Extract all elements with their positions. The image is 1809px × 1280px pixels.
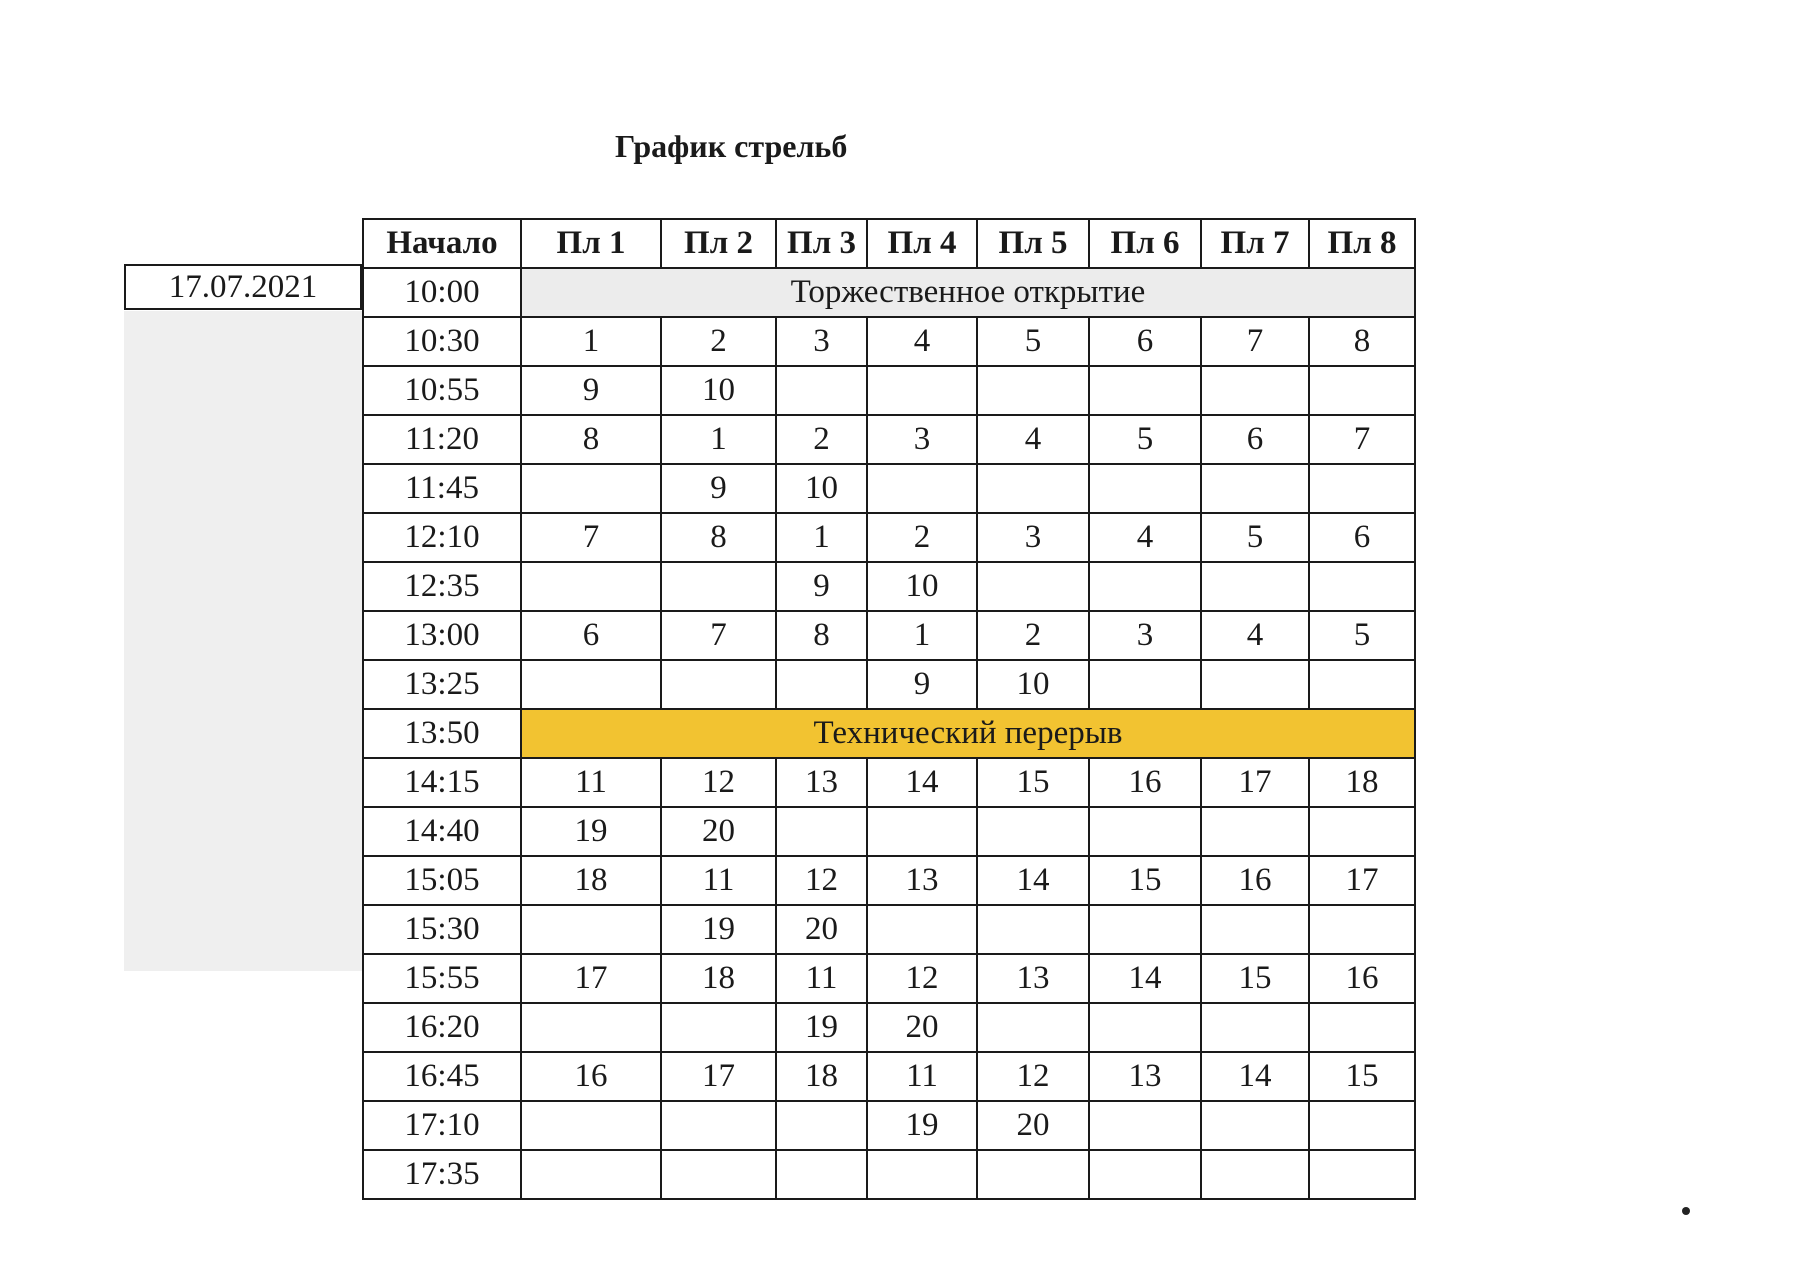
lane-cell <box>521 905 661 954</box>
table-row <box>363 317 1415 366</box>
table-row <box>363 1052 1415 1101</box>
lane-cell <box>1309 464 1415 513</box>
lane-cell: 1 <box>661 415 776 464</box>
lane-cell: 15 <box>1309 1052 1415 1101</box>
lane-cell <box>977 464 1089 513</box>
lane-cell: 3 <box>1089 611 1201 660</box>
start-time-cell: 10:55 <box>363 366 521 415</box>
lane-cell: 5 <box>1201 513 1309 562</box>
lane-cell: 12 <box>776 856 867 905</box>
lane-cell: 8 <box>661 513 776 562</box>
header-lane-4: Пл 4 <box>867 219 977 268</box>
start-time-cell: 11:20 <box>363 415 521 464</box>
lane-cell: 3 <box>977 513 1089 562</box>
lane-cell: 18 <box>776 1052 867 1101</box>
lane-cell <box>776 807 867 856</box>
table-row <box>363 856 1415 905</box>
lane-cell <box>977 562 1089 611</box>
lane-cell: 2 <box>867 513 977 562</box>
lane-cell: 16 <box>1309 954 1415 1003</box>
lane-cell <box>867 807 977 856</box>
lane-cell: 12 <box>661 758 776 807</box>
lane-cell <box>661 660 776 709</box>
table-row <box>363 954 1415 1003</box>
lane-cell <box>1201 366 1309 415</box>
lane-cell: 9 <box>661 464 776 513</box>
lane-cell <box>521 1150 661 1199</box>
header-lane-6: Пл 6 <box>1089 219 1201 268</box>
header-lane-3: Пл 3 <box>776 219 867 268</box>
lane-cell: 20 <box>977 1101 1089 1150</box>
lane-cell <box>521 562 661 611</box>
lane-cell: 17 <box>661 1052 776 1101</box>
lane-cell <box>776 1150 867 1199</box>
lane-cell <box>1201 660 1309 709</box>
lane-cell: 12 <box>977 1052 1089 1101</box>
lane-cell: 1 <box>776 513 867 562</box>
lane-cell <box>1089 1003 1201 1052</box>
lane-cell <box>1089 366 1201 415</box>
lane-cell: 15 <box>977 758 1089 807</box>
start-time-cell: 12:35 <box>363 562 521 611</box>
lane-cell <box>1309 1150 1415 1199</box>
lane-cell: 6 <box>521 611 661 660</box>
lane-cell: 7 <box>661 611 776 660</box>
lane-cell: 10 <box>661 366 776 415</box>
lane-cell <box>1309 562 1415 611</box>
start-time-cell: 16:45 <box>363 1052 521 1101</box>
shooting-schedule-table <box>362 218 1416 1200</box>
lane-cell: 16 <box>1089 758 1201 807</box>
lane-cell <box>1089 562 1201 611</box>
lane-cell <box>1089 905 1201 954</box>
lane-cell <box>1201 562 1309 611</box>
lane-cell: 14 <box>1201 1052 1309 1101</box>
start-time-cell: 11:45 <box>363 464 521 513</box>
lane-cell: 7 <box>1201 317 1309 366</box>
lane-cell: 14 <box>867 758 977 807</box>
lane-cell <box>867 464 977 513</box>
lane-cell: 18 <box>661 954 776 1003</box>
lane-cell: 4 <box>977 415 1089 464</box>
lane-cell <box>867 366 977 415</box>
lane-cell <box>776 1101 867 1150</box>
table-row <box>363 1003 1415 1052</box>
lane-cell <box>776 366 867 415</box>
start-time-cell: 17:10 <box>363 1101 521 1150</box>
lane-cell <box>1309 1003 1415 1052</box>
lane-cell <box>1089 660 1201 709</box>
header-lane-5: Пл 5 <box>977 219 1089 268</box>
lane-cell: 17 <box>521 954 661 1003</box>
table-row <box>363 562 1415 611</box>
lane-cell: 17 <box>1309 856 1415 905</box>
lane-cell: 11 <box>867 1052 977 1101</box>
lane-cell <box>1309 1101 1415 1150</box>
lane-cell <box>1201 807 1309 856</box>
header-lane-2: Пл 2 <box>661 219 776 268</box>
lane-cell: 13 <box>977 954 1089 1003</box>
scan-speck <box>1682 1207 1690 1215</box>
lane-cell: 6 <box>1201 415 1309 464</box>
lane-cell <box>661 1101 776 1150</box>
lane-cell: 7 <box>521 513 661 562</box>
start-time-cell: 10:00 <box>363 268 521 317</box>
lane-cell <box>1201 1101 1309 1150</box>
lane-cell: 13 <box>776 758 867 807</box>
lane-cell <box>1201 1003 1309 1052</box>
lane-cell <box>1201 905 1309 954</box>
lane-cell <box>977 807 1089 856</box>
start-time-cell: 16:20 <box>363 1003 521 1052</box>
lane-cell <box>1089 464 1201 513</box>
lane-cell <box>1201 1150 1309 1199</box>
technical-break-cell: Технический перерыв <box>521 709 1415 758</box>
lane-cell: 10 <box>776 464 867 513</box>
start-time-cell: 17:35 <box>363 1150 521 1199</box>
table-row <box>363 1101 1415 1150</box>
lane-cell: 11 <box>521 758 661 807</box>
lane-cell: 20 <box>661 807 776 856</box>
date-box: 17.07.2021 <box>124 264 362 310</box>
lane-cell: 19 <box>661 905 776 954</box>
lane-cell: 9 <box>867 660 977 709</box>
lane-cell: 9 <box>776 562 867 611</box>
lane-cell: 18 <box>521 856 661 905</box>
lane-cell: 1 <box>867 611 977 660</box>
lane-cell <box>1309 807 1415 856</box>
lane-cell: 13 <box>867 856 977 905</box>
header-lane-1: Пл 1 <box>521 219 661 268</box>
start-time-cell: 14:15 <box>363 758 521 807</box>
table-row <box>363 709 1415 758</box>
table-row <box>363 660 1415 709</box>
document-title: График стрельб <box>615 128 848 164</box>
lane-cell <box>1089 1101 1201 1150</box>
start-time-cell: 14:40 <box>363 807 521 856</box>
lane-cell: 5 <box>1089 415 1201 464</box>
lane-cell: 14 <box>1089 954 1201 1003</box>
lane-cell: 16 <box>521 1052 661 1101</box>
lane-cell: 2 <box>776 415 867 464</box>
table-row <box>363 415 1415 464</box>
lane-cell: 3 <box>776 317 867 366</box>
shaded-margin-block <box>124 311 364 971</box>
start-time-cell: 13:00 <box>363 611 521 660</box>
lane-cell: 15 <box>1089 856 1201 905</box>
lane-cell: 8 <box>776 611 867 660</box>
header-lane-7: Пл 7 <box>1201 219 1309 268</box>
lane-cell: 20 <box>867 1003 977 1052</box>
table-row <box>363 905 1415 954</box>
lane-cell: 20 <box>776 905 867 954</box>
lane-cell: 4 <box>1201 611 1309 660</box>
lane-cell: 14 <box>977 856 1089 905</box>
lane-cell: 4 <box>867 317 977 366</box>
lane-cell <box>661 1003 776 1052</box>
lane-cell <box>1201 464 1309 513</box>
lane-cell: 5 <box>977 317 1089 366</box>
table-row <box>363 366 1415 415</box>
lane-cell <box>1309 366 1415 415</box>
header-start: Начало <box>363 219 521 268</box>
lane-cell <box>521 1101 661 1150</box>
lane-cell <box>661 1150 776 1199</box>
lane-cell: 2 <box>977 611 1089 660</box>
lane-cell <box>521 464 661 513</box>
lane-cell <box>1309 905 1415 954</box>
table-row <box>363 611 1415 660</box>
start-time-cell: 15:55 <box>363 954 521 1003</box>
opening-ceremony-cell: Торжественное открытие <box>521 268 1415 317</box>
table-row <box>363 807 1415 856</box>
table-row <box>363 268 1415 317</box>
lane-cell <box>661 562 776 611</box>
lane-cell: 16 <box>1201 856 1309 905</box>
lane-cell: 19 <box>521 807 661 856</box>
lane-cell <box>867 905 977 954</box>
header-row <box>363 219 1415 268</box>
lane-cell <box>1089 807 1201 856</box>
lane-cell <box>977 1150 1089 1199</box>
lane-cell: 12 <box>867 954 977 1003</box>
lane-cell: 13 <box>1089 1052 1201 1101</box>
lane-cell <box>521 1003 661 1052</box>
lane-cell <box>977 1003 1089 1052</box>
lane-cell: 4 <box>1089 513 1201 562</box>
start-time-cell: 10:30 <box>363 317 521 366</box>
lane-cell: 17 <box>1201 758 1309 807</box>
lane-cell <box>977 366 1089 415</box>
start-time-cell: 15:30 <box>363 905 521 954</box>
lane-cell: 2 <box>661 317 776 366</box>
lane-cell: 1 <box>521 317 661 366</box>
lane-cell <box>1309 660 1415 709</box>
lane-cell: 11 <box>661 856 776 905</box>
table-row <box>363 464 1415 513</box>
lane-cell: 5 <box>1309 611 1415 660</box>
start-time-cell: 15:05 <box>363 856 521 905</box>
lane-cell <box>776 660 867 709</box>
lane-cell <box>867 1150 977 1199</box>
lane-cell: 19 <box>776 1003 867 1052</box>
header-lane-8: Пл 8 <box>1309 219 1415 268</box>
lane-cell: 10 <box>867 562 977 611</box>
lane-cell <box>977 905 1089 954</box>
lane-cell: 18 <box>1309 758 1415 807</box>
lane-cell: 7 <box>1309 415 1415 464</box>
start-time-cell: 12:10 <box>363 513 521 562</box>
lane-cell <box>521 660 661 709</box>
lane-cell: 8 <box>521 415 661 464</box>
table-row <box>363 758 1415 807</box>
lane-cell: 11 <box>776 954 867 1003</box>
lane-cell: 15 <box>1201 954 1309 1003</box>
lane-cell: 8 <box>1309 317 1415 366</box>
start-time-cell: 13:25 <box>363 660 521 709</box>
lane-cell: 19 <box>867 1101 977 1150</box>
lane-cell: 3 <box>867 415 977 464</box>
table-row <box>363 1150 1415 1199</box>
start-time-cell: 13:50 <box>363 709 521 758</box>
lane-cell <box>1089 1150 1201 1199</box>
schedule-body <box>363 268 1415 1199</box>
lane-cell: 10 <box>977 660 1089 709</box>
table-row <box>363 513 1415 562</box>
lane-cell: 6 <box>1089 317 1201 366</box>
lane-cell: 6 <box>1309 513 1415 562</box>
lane-cell: 9 <box>521 366 661 415</box>
